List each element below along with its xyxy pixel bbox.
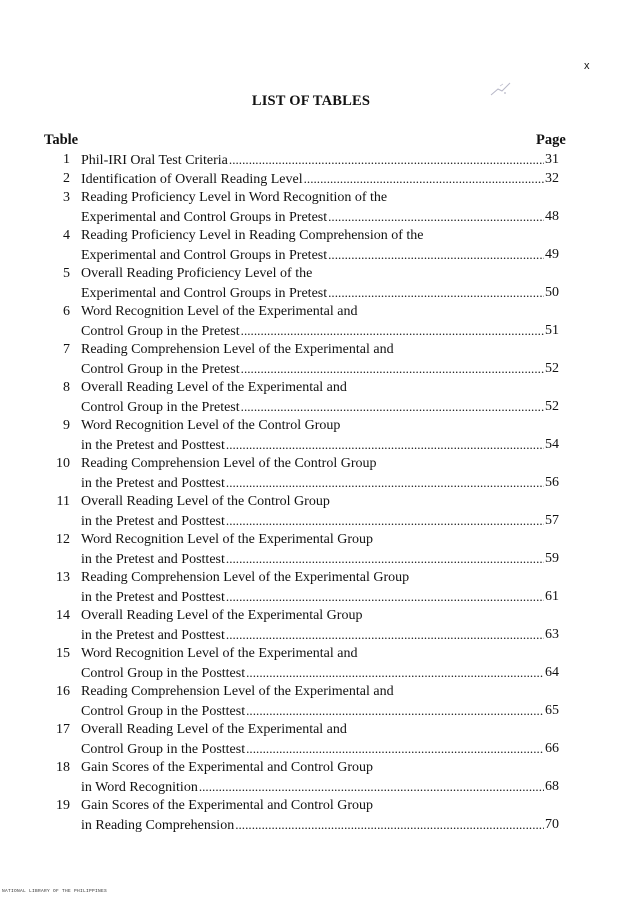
dot-leader: [328, 207, 544, 227]
dot-leader: [226, 435, 544, 455]
page-ref: 66: [545, 741, 559, 756]
toc-entry-line: [0, 587, 636, 606]
entry-title: in Word Recognition: [81, 780, 198, 795]
page-ref: 49: [545, 247, 559, 262]
toc-entry: [0, 302, 636, 340]
toc-entry-line: [0, 663, 636, 682]
toc-entry-line: [0, 150, 636, 169]
dot-leader: [226, 511, 544, 531]
entry-title: Control Group in the Posttest: [81, 742, 246, 757]
page-ref: 64: [545, 665, 559, 680]
table-number: 14: [56, 608, 70, 623]
entry-title: Identification of Overall Reading Level: [81, 172, 303, 187]
toc-entry-line: [0, 302, 636, 321]
toc-entry: [0, 720, 636, 758]
dot-leader: [328, 245, 544, 265]
page-title: LIST OF TABLES: [251, 93, 371, 109]
toc-entry-line: [0, 454, 636, 473]
entry-title: Reading Proficiency Level in Word Recognition of the: [81, 190, 388, 205]
toc-entry-line: [0, 568, 636, 587]
entry-title: Control Group in the Pretest: [81, 324, 240, 339]
page-ref: 52: [545, 361, 559, 376]
entry-leader-row: [81, 283, 545, 303]
toc-entry: [0, 378, 636, 416]
toc-entry: [0, 169, 636, 188]
toc-entry-line: [0, 492, 636, 511]
entry-leader-row: [81, 663, 545, 683]
column-header-table: Table: [44, 132, 79, 148]
dot-leader: [226, 625, 544, 645]
table-number: 13: [56, 570, 70, 585]
entry-title: Overall Reading Proficiency Level of the: [81, 266, 313, 281]
dot-leader: [246, 663, 544, 683]
page-ref: 56: [545, 475, 559, 490]
page-ref: 68: [545, 779, 559, 794]
entry-title: Gain Scores of the Experimental and Control Group: [81, 760, 373, 775]
entry-leader-row: [81, 815, 545, 835]
page-ref: 32: [545, 171, 559, 186]
table-number: 10: [56, 456, 70, 471]
entry-title: Control Group in the Posttest: [81, 704, 246, 719]
entry-leader-row: [81, 207, 545, 227]
dot-leader: [241, 321, 544, 341]
dot-leader: [241, 359, 544, 379]
dot-leader: [304, 169, 544, 189]
entry-title: Overall Reading Level of the Experimental and: [81, 380, 347, 395]
toc-entry: [0, 682, 636, 720]
entry-title: Word Recognition Level of the Control Group: [81, 418, 341, 433]
table-number: 4: [63, 228, 70, 243]
toc-entry-line: [0, 625, 636, 644]
toc-entry-line: [0, 207, 636, 226]
toc-entry-line: [0, 416, 636, 435]
entry-leader-row: [81, 397, 545, 417]
entry-title: Experimental and Control Groups in Pretest: [81, 286, 328, 301]
dot-leader: [199, 777, 544, 797]
toc-entry: [0, 606, 636, 644]
page-ref: 54: [545, 437, 559, 452]
page-ref: 48: [545, 209, 559, 224]
toc-entry-line: [0, 226, 636, 245]
entry-leader-row: [81, 359, 545, 379]
toc-entry-line: [0, 606, 636, 625]
table-number: 15: [56, 646, 70, 661]
entry-title: in the Pretest and Posttest: [81, 476, 225, 491]
toc-entry-line: [0, 758, 636, 777]
entry-title: Control Group in the Pretest: [81, 400, 240, 415]
toc-entry-line: [0, 549, 636, 568]
toc-entry-line: [0, 777, 636, 796]
dot-leader: [235, 815, 544, 835]
toc-entry-line: [0, 815, 636, 834]
page-ref: 59: [545, 551, 559, 566]
column-header-page: Page: [536, 132, 566, 148]
toc-entry: [0, 454, 636, 492]
table-number: 6: [63, 304, 70, 319]
entry-title: Phil-IRI Oral Test Criteria: [81, 153, 228, 168]
page-number: x: [584, 60, 590, 72]
page-ref: 51: [545, 323, 559, 338]
entry-title: Control Group in the Posttest: [81, 666, 246, 681]
toc-entry-line: [0, 359, 636, 378]
toc-entry: [0, 188, 636, 226]
table-number: 8: [63, 380, 70, 395]
table-number: 12: [56, 532, 70, 547]
toc-entry-line: [0, 739, 636, 758]
entry-leader-row: [81, 150, 545, 170]
entry-leader-row: [81, 549, 545, 569]
toc-entry-line: [0, 473, 636, 492]
toc-entry: [0, 530, 636, 568]
toc-entry: [0, 796, 636, 834]
toc-entry: [0, 340, 636, 378]
table-number: 19: [56, 798, 70, 813]
dot-leader: [226, 587, 544, 607]
table-number: 3: [63, 190, 70, 205]
page-ref: 70: [545, 817, 559, 832]
entry-title: Reading Comprehension Level of the Experimental and: [81, 342, 394, 357]
page-ref: 31: [545, 152, 559, 167]
table-list: [0, 150, 636, 834]
entry-title: in the Pretest and Posttest: [81, 514, 225, 529]
dot-leader: [328, 283, 544, 303]
toc-entry-line: [0, 169, 636, 188]
entry-leader-row: [81, 777, 545, 797]
entry-title: Reading Comprehension Level of the Control Group: [81, 456, 377, 471]
entry-title: Reading Comprehension Level of the Experimental and: [81, 684, 394, 699]
dot-leader: [226, 473, 544, 493]
entry-title: Experimental and Control Groups in Pretest: [81, 210, 328, 225]
entry-title: Gain Scores of the Experimental and Control Group: [81, 798, 373, 813]
table-number: 5: [63, 266, 70, 281]
toc-entry-line: [0, 796, 636, 815]
toc-entry-line: [0, 264, 636, 283]
entry-title: in Reading Comprehension: [81, 818, 235, 833]
entry-title: Control Group in the Pretest: [81, 362, 240, 377]
toc-entry-line: [0, 644, 636, 663]
toc-entry-line: [0, 340, 636, 359]
entry-title: in the Pretest and Posttest: [81, 628, 225, 643]
toc-entry-line: [0, 435, 636, 454]
toc-entry: [0, 758, 636, 796]
toc-entry: [0, 150, 636, 169]
entry-title: Experimental and Control Groups in Pretest: [81, 248, 328, 263]
entry-leader-row: [81, 701, 545, 721]
page-ref: 63: [545, 627, 559, 642]
toc-entry: [0, 416, 636, 454]
toc-entry: [0, 492, 636, 530]
dot-leader: [246, 701, 544, 721]
entry-title: in the Pretest and Posttest: [81, 552, 225, 567]
table-number: 16: [56, 684, 70, 699]
entry-leader-row: [81, 435, 545, 455]
library-footer: NATIONAL LIBRARY OF THE PHILIPPINES: [2, 889, 108, 894]
page-ref: 65: [545, 703, 559, 718]
table-number: 18: [56, 760, 70, 775]
dot-leader: [229, 150, 544, 170]
entry-leader-row: [81, 473, 545, 493]
table-number: 2: [63, 171, 70, 186]
dot-leader: [246, 739, 544, 759]
toc-entry-line: [0, 245, 636, 264]
page-ref: 57: [545, 513, 559, 528]
entry-title: Overall Reading Level of the Experimental and: [81, 722, 347, 737]
entry-title: in the Pretest and Posttest: [81, 438, 225, 453]
toc-entry-line: [0, 682, 636, 701]
toc-entry: [0, 264, 636, 302]
entry-leader-row: [81, 587, 545, 607]
toc-entry-line: [0, 378, 636, 397]
page-ref: 52: [545, 399, 559, 414]
entry-leader-row: [81, 169, 545, 189]
toc-entry-line: [0, 701, 636, 720]
table-number: 17: [56, 722, 70, 737]
toc-entry: [0, 644, 636, 682]
entry-title: Reading Comprehension Level of the Experimental Group: [81, 570, 410, 585]
entry-leader-row: [81, 321, 545, 341]
entry-leader-row: [81, 625, 545, 645]
dot-leader: [226, 549, 544, 569]
entry-title: Word Recognition Level of the Experimental and: [81, 304, 358, 319]
entry-leader-row: [81, 245, 545, 265]
toc-entry-line: [0, 720, 636, 739]
page-ref: 61: [545, 589, 559, 604]
table-number: 11: [56, 494, 70, 509]
toc-entry: [0, 226, 636, 264]
entry-title: Word Recognition Level of the Experimental and: [81, 646, 358, 661]
toc-entry-line: [0, 188, 636, 207]
entry-title: Word Recognition Level of the Experimental Group: [81, 532, 374, 547]
toc-entry-line: [0, 397, 636, 416]
table-number: 9: [63, 418, 70, 433]
table-number: 7: [63, 342, 70, 357]
toc-entry-line: [0, 283, 636, 302]
entry-title: Overall Reading Level of the Control Group: [81, 494, 330, 509]
entry-title: in the Pretest and Posttest: [81, 590, 225, 605]
toc-entry-line: [0, 511, 636, 530]
entry-leader-row: [81, 511, 545, 531]
table-number: 1: [63, 152, 70, 167]
entry-leader-row: [81, 739, 545, 759]
page-ref: 50: [545, 285, 559, 300]
entry-title: Reading Proficiency Level in Reading Comprehension of the: [81, 228, 424, 243]
toc-entry: [0, 568, 636, 606]
entry-title: Overall Reading Level of the Experimental Group: [81, 608, 363, 623]
dot-leader: [241, 397, 544, 417]
toc-entry-line: [0, 321, 636, 340]
toc-entry-line: [0, 530, 636, 549]
